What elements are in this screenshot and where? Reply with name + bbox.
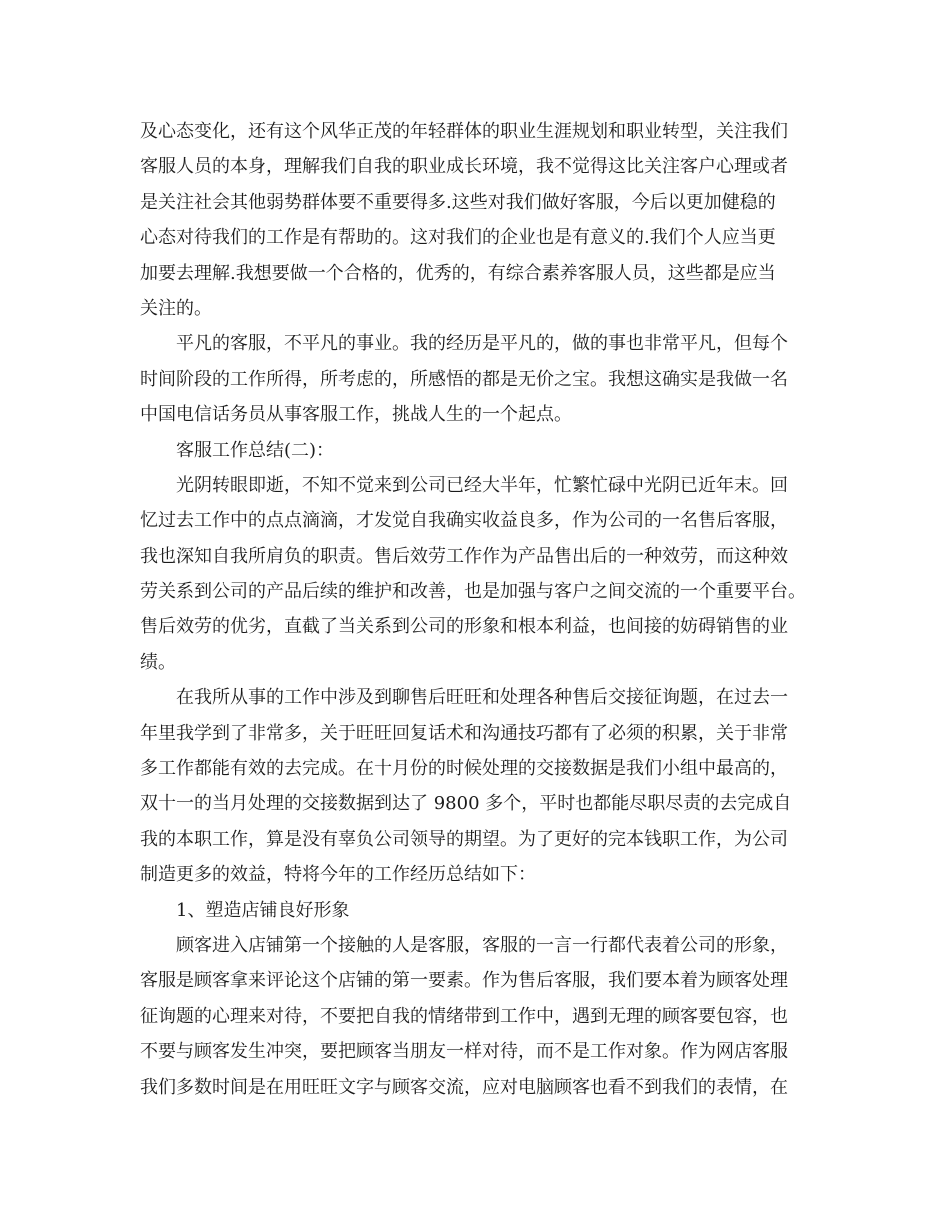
document-body [140, 114, 830, 1105]
text-line: 制造更多的效益，特将今年的工作经历总结如下： [140, 864, 536, 886]
text-line: 不要与顾客发生冲突，要把顾客当朋友一样对待，而不是工作对象。作为网店客服 [140, 1041, 788, 1063]
text-line: 双十一的当月处理的交接数据到达了 9800 多个，平时也都能尽职尽责的去完成自 [140, 793, 792, 815]
text-line: 绩。 [140, 651, 176, 673]
text-line: 光阴转眼即逝，不知不觉来到公司已经大半年，忙繁忙碌中光阴已近年末。回 [176, 474, 788, 496]
text-line: 心态对待我们的工作是有帮助的。这对我们的企业也是有意义的.我们个人应当更 [140, 227, 776, 249]
text-line: 我们多数时间是在用旺旺文字与顾客交流，应对电脑顾客也看不到我们的表情，在 [140, 1076, 788, 1098]
text-line: 我也深知自我所肩负的职责。售后效劳工作作为产品售出后的一种效劳，而这种效 [140, 545, 788, 567]
text-line: 售后效劳的优劣，直截了当关系到公司的形象和根本利益，也间接的妨碍销售的业 [140, 616, 788, 638]
text-line: 是关注社会其他弱势群体要不重要得多.这些对我们做好客服，今后以更加健稳的 [140, 191, 776, 213]
text-line: 1、塑造店铺良好形象 [176, 899, 350, 921]
text-line: 客服工作总结(二)： [176, 439, 335, 461]
text-line: 忆过去工作中的点点滴滴，才发觉自我确实收益良多，作为公司的一名售后客服， [140, 510, 788, 532]
text-line: 平凡的客服，不平凡的事业。我的经历是平凡的，做的事也非常平凡，但每个 [176, 333, 788, 355]
text-line: 及心态变化，还有这个风华正茂的年轻群体的职业生涯规划和职业转型，关注我们 [140, 121, 788, 142]
text-line: 加要去理解.我想要做一个合格的，优秀的，有综合素养客服人员，这些都是应当 [140, 262, 776, 284]
text-line: 征询题的心理来对待，不要把自我的情绪带到工作中，遇到无理的顾客要包容，也 [140, 1005, 788, 1027]
text-line: 劳关系到公司的产品后续的维护和改善，也是加强与客户之间交流的一个重要平台。 [140, 581, 806, 603]
text-line: 中国电信话务员从事客服工作，挑战人生的一个起点。 [140, 404, 572, 426]
text-line: 多工作都能有效的去完成。在十月份的时候处理的交接数据是我们小组中最高的， [140, 758, 788, 780]
text-line: 时间阶段的工作所得，所考虑的，所感悟的都是无价之宝。我想这确实是我做一名 [140, 368, 788, 390]
text-line: 年里我学到了非常多，关于旺旺回复话术和沟通技巧都有了必须的积累，关于非常 [140, 722, 788, 744]
text-line: 关注的。 [140, 297, 212, 319]
text-line: 客服是顾客拿来评论这个店铺的第一要素。作为售后客服，我们要本着为顾客处理 [140, 970, 788, 992]
text-line: 我的本职工作，算是没有辜负公司领导的期望。为了更好的完本钱职工作，为公司 [140, 828, 788, 850]
text-line: 客服人员的本身，理解我们自我的职业成长环境，我不觉得这比关注客户心理或者 [140, 156, 788, 178]
text-line: 在我所从事的工作中涉及到聊售后旺旺和处理各种售后交接征询题，在过去一 [176, 687, 788, 709]
text-line: 顾客进入店铺第一个接触的人是客服，客服的一言一行都代表着公司的形象， [176, 934, 788, 956]
